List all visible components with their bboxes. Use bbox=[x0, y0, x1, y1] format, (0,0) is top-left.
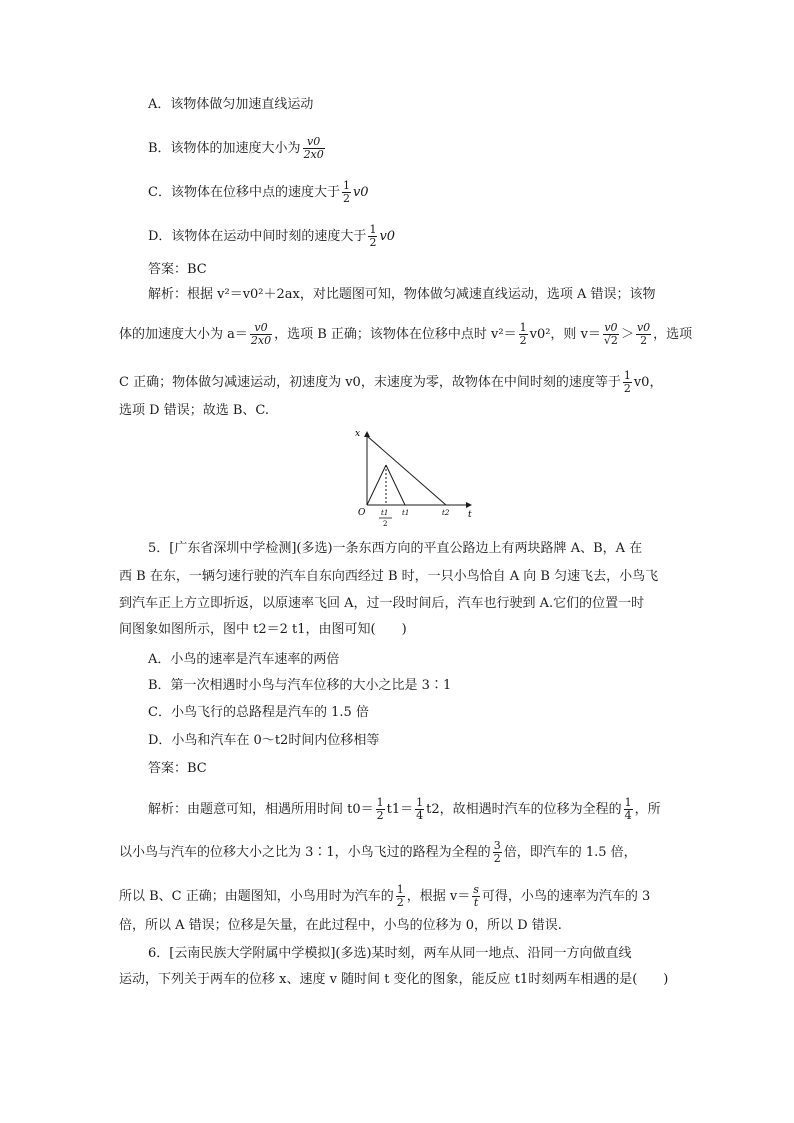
q4-option-c: C．该物体在位移中点的速度大于 $\frac{1}{2}$ v0 bbox=[148, 179, 369, 205]
q5-stem-line2: 西 B 在东，一辆匀速行驶的汽车自东向西经过 B 时，一只小鸟恰自 A 向 B 匀速飞去，小鸟飞 bbox=[119, 569, 659, 584]
q5-stem-line4: 间图象如图所示，图中 t2＝2 t1，由图可知( ) bbox=[119, 622, 407, 637]
q5-option-d: D．小鸟和汽车在 0～t2时间内位移相等 bbox=[148, 733, 380, 748]
car-line bbox=[367, 436, 446, 505]
t-axis-arrow bbox=[466, 502, 472, 508]
q5-stem-line3: 到汽车正上方立即折返，以原速率飞回 A，过一段时间后，汽车也行驶到 A.它们的位置一时 bbox=[119, 596, 645, 611]
q5-option-a: A．小鸟的速率是汽车速率的两倍 bbox=[148, 652, 340, 667]
q4-analysis-line1: 解析：根据 v²＝v0²＋2ax，对比题图可知，物体做匀减速直线运动，选项 A 错误；该物 bbox=[148, 287, 656, 302]
x-axis-label: x bbox=[355, 429, 361, 439]
q4-analysis-line2: 体的加速度大小为 a＝ $\frac{v0}{2x0}$ ，选项 B 正确；该物体在位移中点时 v²＝ $\frac{1}{2}$ v0²，则 v＝ $\frac{v0}{√2}$ ＞ $\frac{v0}{2}$ ，选项 bbox=[119, 321, 693, 347]
t1-half-label: t1 bbox=[381, 509, 389, 517]
origin-label: O bbox=[358, 508, 366, 518]
q4-option-b: B．该物体的加速度大小为 $\frac{v0}{2x0}$ bbox=[148, 135, 324, 161]
t1-label: t1 bbox=[402, 509, 410, 517]
q5-option-c: C．小鸟飞行的总路程是汽车的 1.5 倍 bbox=[148, 705, 369, 720]
q5-analysis-line3: 所以 B、C 正确；由题图知，小鸟用时为汽车的 $\frac{1}{2}$ ，根据 v＝ $\frac{s}{t}$ 可得，小鸟的速率为汽车的 3 bbox=[119, 883, 651, 909]
half-label: 2 bbox=[383, 520, 388, 528]
t-axis-label: t bbox=[468, 510, 472, 520]
q5-analysis-line4: 倍，所以 A 错误；位移是矢量，在此过程中，小鸟的位移为 0，所以 D 错误. bbox=[119, 918, 562, 933]
bird-line-back bbox=[386, 465, 405, 505]
q5-answer: 答案：BC bbox=[148, 761, 207, 776]
q6-stem-line1: 6．[云南民族大学附属中学模拟](多选)某时刻，两车从同一地点、沿同一方向做直线 bbox=[148, 946, 632, 961]
q4-analysis-line3: C 正确；物体做匀减速运动，初速度为 v0，末速度为零，故物体在中间时刻的速度等于 $\frac{1}{2}$ v0， bbox=[119, 369, 663, 395]
q5-option-b: B．第一次相遇时小鸟与汽车位移的大小之比是 3∶1 bbox=[148, 678, 452, 693]
q4-answer: 答案：BC bbox=[148, 262, 207, 277]
q5-stem-line1: 5．[广东省深圳中学检测](多选)一条东西方向的平直公路边上有两块路牌 A、B，A 在 bbox=[148, 541, 643, 556]
q5-analysis-line1: 解析：由题意可知，相遇所用时间 t0＝ $\frac{1}{2}$ t1＝ $\frac{1}{4}$ t2，故相遇时汽车的位移为全程的 $\frac{1}{4}$ ，所 bbox=[148, 796, 661, 822]
q4-option-a: A．该物体做匀加速直线运动 bbox=[148, 97, 314, 112]
q6-stem-line2: 运动，下列关于两车的位移 x、速度 v 随时间 t 变化的图象，能反应 t1时刻两车相遇的是( ) bbox=[119, 972, 669, 987]
position-time-graph bbox=[350, 425, 480, 530]
t2-label: t2 bbox=[442, 509, 450, 517]
q5-analysis-line2: 以小鸟与汽车的位移大小之比为 3∶1，小鸟飞过的路程为全程的 $\frac{3}{2}$ 倍，即汽车的 1.5 倍， bbox=[119, 839, 637, 865]
q4-option-d: D．该物体在运动中间时刻的速度大于 $\frac{1}{2}$ v0 bbox=[148, 223, 396, 249]
bird-line-out bbox=[367, 465, 386, 505]
q4-analysis-line4: 选项 D 错误；故选 B、C. bbox=[119, 403, 269, 418]
